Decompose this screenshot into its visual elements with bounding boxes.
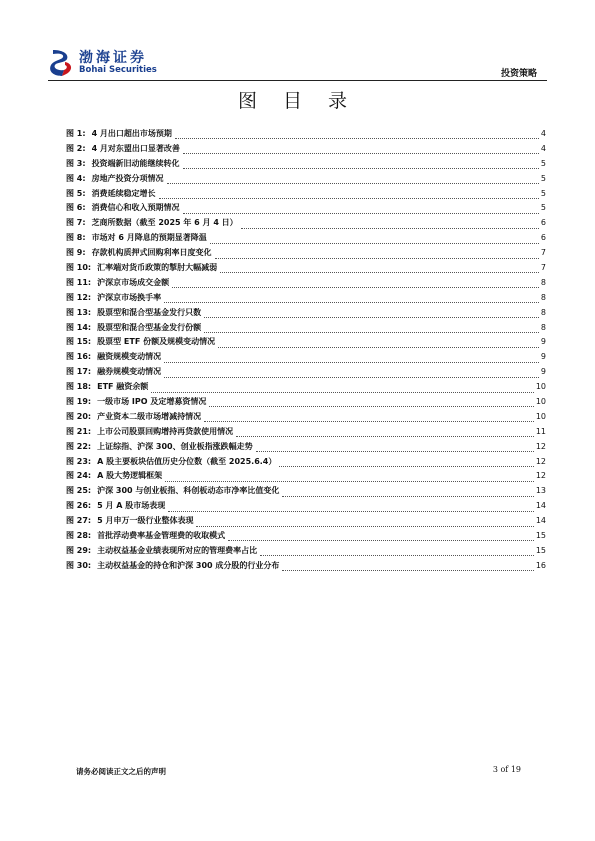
toc-entry[interactable]	[66, 441, 546, 456]
toc-entry[interactable]	[66, 173, 546, 188]
page-ref: 14	[535, 501, 546, 511]
page-ref: 8	[540, 307, 546, 317]
toc-entry[interactable]	[66, 485, 546, 500]
figure-title: ETF 融资余额	[97, 382, 149, 392]
toc-entry[interactable]	[66, 262, 546, 277]
figure-number: 图 30:	[66, 560, 92, 570]
figure-number: 图 22:	[66, 441, 92, 451]
dot-leader	[159, 197, 539, 199]
toc-entry[interactable]	[66, 411, 546, 426]
figure-title: 股票型 ETF 份额及规模变动情况	[97, 337, 216, 347]
dot-leader	[167, 182, 539, 184]
figure-number: 图 2:	[66, 143, 86, 153]
dot-leader	[220, 271, 539, 273]
page-ref: 11	[535, 426, 546, 436]
dot-leader	[164, 361, 539, 363]
disclaimer-note: 请务必阅读正文之后的声明	[76, 767, 166, 776]
figure-number: 图 12:	[66, 292, 92, 302]
toc-entry[interactable]	[66, 217, 546, 232]
figure-title: 股票型和混合型基金发行份额	[97, 322, 202, 332]
figure-number: 图 1:	[66, 129, 86, 138]
dot-leader	[236, 435, 534, 437]
figure-number: 图 13:	[66, 307, 92, 317]
figure-number: 图 26:	[66, 501, 92, 511]
page-ref: 6	[540, 218, 546, 228]
toc-entry[interactable]	[66, 143, 546, 158]
dot-leader	[172, 286, 539, 288]
figure-number: 图 20:	[66, 411, 92, 421]
page-header	[0, 0, 595, 84]
toc-entry[interactable]	[66, 307, 546, 322]
dot-leader	[282, 495, 533, 497]
figure-number: 图 29:	[66, 545, 92, 555]
page-ref: 4	[540, 143, 546, 153]
figure-number: 图 11:	[66, 277, 92, 287]
dot-leader	[183, 152, 539, 154]
figure-title: 一级市场 IPO 及定增募资情况	[97, 397, 207, 407]
dot-leader	[175, 137, 539, 139]
dot-leader	[183, 212, 539, 214]
dot-leader	[164, 376, 539, 378]
figure-number: 图 6:	[66, 203, 86, 213]
header-divider	[48, 80, 547, 81]
dot-leader	[165, 480, 534, 482]
figure-number: 图 14:	[66, 322, 92, 332]
figure-number: 图 28:	[66, 531, 92, 541]
toc-entry[interactable]	[66, 188, 546, 203]
figure-number: 图 18:	[66, 382, 92, 392]
figure-number: 图 15:	[66, 337, 92, 347]
page-ref: 5	[540, 188, 546, 198]
figure-number: 图 21:	[66, 426, 92, 436]
figure-title: 消费延续稳定增长	[91, 188, 156, 198]
dot-leader	[218, 346, 539, 348]
toc-entry[interactable]	[66, 530, 546, 545]
toc-entry[interactable]	[66, 560, 546, 575]
toc-entry[interactable]	[66, 158, 546, 173]
figure-title: 沪深京市场换手率	[97, 292, 162, 302]
dot-leader	[260, 554, 534, 556]
figure-title: 芝商所数据（截至 2025 年 6 月 4 日）	[91, 218, 238, 228]
page-ref: 6	[540, 233, 546, 243]
page-ref: 16	[535, 560, 546, 570]
toc-entry[interactable]	[66, 292, 546, 307]
figure-title: 市场对 6 月降息的预期显著降温	[91, 233, 207, 243]
page-ref: 13	[535, 486, 546, 496]
bohai-logo-icon	[49, 48, 73, 78]
figure-title: 5 月 A 股市场表现	[97, 501, 166, 511]
dot-leader	[256, 450, 534, 452]
figure-number: 图 16:	[66, 352, 92, 362]
toc-entry[interactable]	[66, 381, 546, 396]
figure-title: A 股大势逻辑框架	[97, 471, 163, 481]
page-ref: 10	[535, 382, 546, 392]
logo-chinese-name: 渤海证券	[79, 50, 147, 66]
page-ref: 9	[540, 337, 546, 347]
figure-number: 图 24:	[66, 471, 92, 481]
dot-leader	[282, 569, 533, 571]
figure-title: 主动权益基金业绩表现所对应的管理费率占比	[97, 545, 258, 555]
page-ref: 10	[535, 411, 546, 421]
figure-title: 4 月对东盟出口显著改善	[91, 143, 180, 153]
toc-entry[interactable]	[66, 202, 546, 217]
dot-leader	[241, 227, 539, 229]
figure-number: 图 17:	[66, 367, 92, 377]
figure-number: 图 3:	[66, 158, 86, 168]
figure-number: 图 9:	[66, 248, 86, 258]
toc-entry[interactable]	[66, 277, 546, 292]
page-number: 3 of 19	[492, 765, 521, 774]
page-ref: 5	[540, 173, 546, 183]
page-ref: 12	[535, 441, 546, 451]
dot-leader	[204, 331, 539, 333]
page-ref: 8	[540, 292, 546, 302]
toc-entry[interactable]	[66, 515, 546, 530]
figure-number: 图 7:	[66, 218, 86, 228]
figure-number: 图 25:	[66, 486, 92, 496]
dot-leader	[164, 301, 539, 303]
figure-title: 房地产投资分项情况	[91, 173, 164, 183]
toc-entry[interactable]	[66, 396, 546, 411]
toc-entry[interactable]	[66, 500, 546, 515]
figure-title: 投资端新旧动能继续转化	[91, 158, 180, 168]
report-category: 投资策略	[500, 69, 537, 79]
figure-number: 图 27:	[66, 516, 92, 526]
toc-entry[interactable]	[66, 247, 546, 262]
toc-entry[interactable]	[66, 232, 546, 247]
toc-entry[interactable]	[66, 351, 546, 366]
page-ref: 12	[535, 471, 546, 481]
toc-entry[interactable]	[66, 426, 546, 441]
page-ref: 10	[535, 397, 546, 407]
page-ref: 14	[535, 516, 546, 526]
dot-leader	[204, 420, 534, 422]
page-ref: 12	[535, 456, 546, 466]
page-ref: 8	[540, 322, 546, 332]
figure-number: 图 5:	[66, 188, 86, 198]
page-ref: 15	[535, 531, 546, 541]
dot-leader	[168, 510, 534, 512]
figure-title: 首批浮动费率基金管理费的收取模式	[97, 531, 226, 541]
dot-leader	[183, 167, 539, 169]
page-ref: 8	[540, 277, 546, 287]
figure-number: 图 10:	[66, 263, 92, 273]
figure-title: 上市公司股票回购增持再贷款使用情况	[97, 426, 234, 436]
page-ref: 5	[540, 203, 546, 213]
dot-leader	[210, 242, 539, 244]
figure-title: 融券规模变动情况	[97, 367, 162, 377]
dot-leader	[215, 257, 539, 259]
page-ref: 7	[540, 248, 546, 258]
toc-entry[interactable]	[66, 470, 546, 485]
figure-title: 4 月出口超出市场预期	[91, 129, 172, 138]
figure-title: 上证综指、沪深 300、创业板指涨跌幅走势	[97, 441, 253, 451]
figure-list	[66, 128, 546, 575]
toc-entry[interactable]	[66, 456, 546, 471]
dot-leader	[228, 539, 534, 541]
dot-leader	[279, 465, 533, 467]
figure-title: 融资规模变动情况	[97, 352, 162, 362]
figure-title: 消费信心和收入预期情况	[91, 203, 180, 213]
dot-leader	[209, 405, 533, 407]
logo-english-name: Bohai Securities	[79, 65, 157, 75]
figure-title: 沪深京市场成交金额	[97, 277, 170, 287]
dot-leader	[204, 316, 539, 318]
figure-number: 图 8:	[66, 233, 86, 243]
dot-leader	[196, 525, 533, 527]
figure-number: 图 23:	[66, 456, 92, 466]
page-ref: 9	[540, 367, 546, 377]
toc-entry[interactable]	[66, 545, 546, 560]
toc-entry[interactable]	[66, 336, 546, 351]
figure-title: A 股主要板块估值历史分位数（截至 2025.6.4）	[97, 456, 277, 466]
toc-entry[interactable]	[66, 128, 546, 143]
figure-title: 存款机构质押式回购利率日度变化	[91, 248, 212, 258]
figure-number: 图 19:	[66, 397, 92, 407]
toc-entry[interactable]	[66, 366, 546, 381]
figure-title: 沪深 300 与创业板指、科创板动态市净率比值变化	[97, 486, 280, 496]
company-logo	[49, 46, 179, 80]
figure-title: 主动权益基金的持仓和沪深 300 成分股的行业分布	[97, 560, 280, 570]
page-ref: 9	[540, 352, 546, 362]
figure-number: 图 4:	[66, 173, 86, 183]
page-title: 图 目 录	[237, 90, 358, 112]
page-ref: 7	[540, 263, 546, 273]
figure-title: 股票型和混合型基金发行只数	[97, 307, 202, 317]
figure-title: 汇率端对货币政策的掣肘大幅减弱	[97, 263, 218, 273]
figure-title: 产业资本二级市场增减持情况	[97, 411, 202, 421]
toc-entry[interactable]	[66, 322, 546, 337]
page-ref: 5	[540, 158, 546, 168]
page-ref: 15	[535, 545, 546, 555]
page-ref: 4	[540, 129, 546, 138]
dot-leader	[151, 391, 534, 393]
figure-title: 5 月申万一级行业整体表现	[97, 516, 194, 526]
